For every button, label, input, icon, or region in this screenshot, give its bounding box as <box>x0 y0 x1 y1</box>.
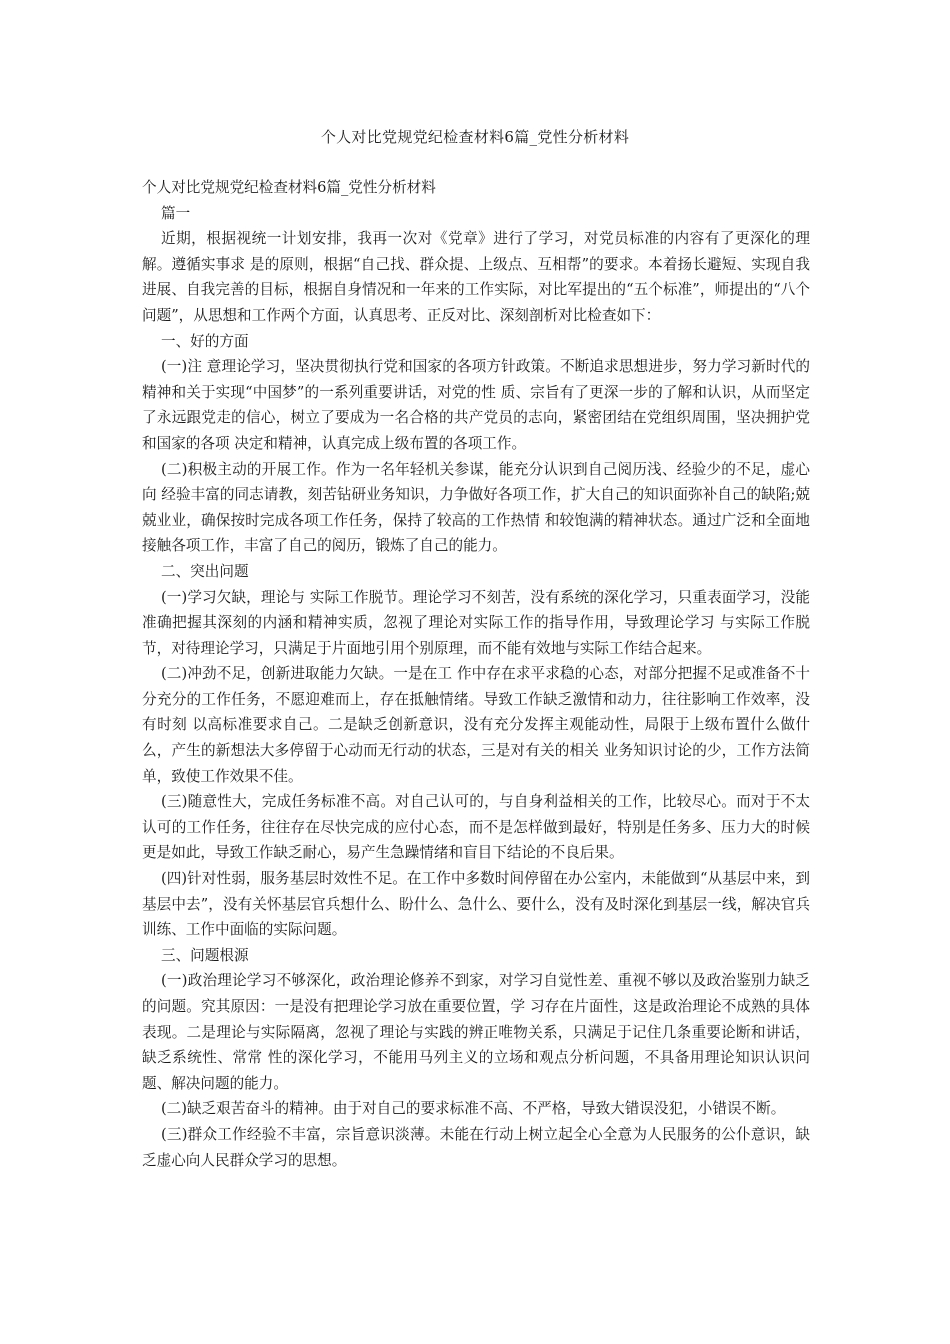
intro-paragraph: 近期，根据视统一计划安排，我再一次对《党章》进行了学习，对党员标准的内容有了更深化的理解。遵循实事求 是的原则，根据“自己找、群众提、上级点、互相帮”的要求。本着扬长避短、实现自我进展、自我完善的目标，根据自身情况和一年来的工作实际，对比军提出的“五个标准”，师提出的“八个问题”，从思想和工作两个方面，认真思考、正反对比、深刻剖析对比检查如下： <box>142 230 810 324</box>
section-paragraph: (一)学习欠缺，理论与 实际工作脱节。理论学习不刻苦，没有系统的深化学习，只重表面学习，没能准确把握其深刻的内涵和精神实质，忽视了理论对实际工作的指导作用，导致理论学习 与实际工作脱节，对待理论学习，只满足于片面地引用个别原理，而不能有效地与实际工作结合起来。 <box>142 588 810 657</box>
section-paragraph: (四)针对性弱，服务基层时效性不足。在工作中多数时间停留在办公室内，未能做到“从基层中来，到基层中去”，没有关怀基层官兵想什么、盼什么、急什么、要什么，没有及时深化到基层一线，解决官兵训练、工作中面临的实际问题。 <box>142 870 810 939</box>
section-paragraph: (三)群众工作经验不丰富，宗旨意识淡薄。未能在行动上树立起全心全意为人民服务的公仆意识，缺乏虚心向人民群众学习的思想。 <box>142 1125 810 1169</box>
section-heading: 二、突出问题 <box>160 562 249 580</box>
section-heading: 一、好的方面 <box>160 332 249 350</box>
page-title: 个人对比党规党纪检查材料6篇_党性分析材料 <box>320 128 630 146</box>
section-paragraph: (一)注 意理论学习，坚决贯彻执行党和国家的各项方针政策。不断追求思想进步，努力学习新时代的精神和关于实现“中国梦”的一系列重要讲话，对党的性 质、宗旨有了更深一步的了解和认识，从而坚定了永远跟党走的信心，树立了要成为一名合格的共产党员的志向，紧密团结在党组织周围，坚决拥护党和国家的各项 决定和精神，认真完成上级布置的各项工作。 <box>142 358 810 452</box>
section-paragraph: (三)随意性大，完成任务标准不高。对自己认可的，与自身利益相关的工作，比较尽心。而对于不太认可的工作任务，往往存在尽快完成的应付心态，而不是怎样做到最好，特别是任务多、压力大的时候更是如此，导致工作缺乏耐心，易产生急躁情绪和盲目下结论的不良后果。 <box>142 793 810 862</box>
section-paragraph: (一)政治理论学习不够深化，政治理论修养不到家，对学习自觉性差、重视不够以及政治鉴别力缺乏的问题。究其原因：一是没有把理论学习放在重要位置，学 习存在片面性，这是政治理论不成熟的具体表现。二是理论与实际隔离，忽视了理论与实践的辨正唯物关系，只满足于记住几条重要论断和讲话，缺乏系统性、常常 性的深化学习，不能用马列主义的立场和观点分析问题，不具备用理论知识认识问题、解决问题的能力。 <box>142 972 810 1092</box>
part-label: 篇一 <box>160 204 191 222</box>
section-paragraph: (二)缺乏艰苦奋斗的精神。由于对自己的要求标准不高、不严格，导致大错误没犯，小错误不断。 <box>160 1100 786 1118</box>
document-body <box>142 175 810 1173</box>
section-heading: 三、问题根源 <box>160 946 249 964</box>
document-heading: 个人对比党规党纪检查材料6篇_党性分析材料 <box>142 179 436 196</box>
section-paragraph: (二)积极主动的开展工作。作为一名年轻机关参谋，能充分认识到自己阅历浅、经验少的不足，虚心向 经验丰富的同志请教，刻苦钻研业务知识，力争做好各项工作，扩大自己的知识面弥补自己的缺陷;兢兢业业，确保按时完成各项工作任务，保持了较高的工作热情 和较饱满的精神状态。通过广泛和全面地接触各项工作，丰富了自己的阅历，锻炼了自己的能力。 <box>142 460 810 555</box>
section-paragraph: (二)冲劲不足，创新进取能力欠缺。一是在工 作中存在求平求稳的心态，对部分把握不足或准备不十分充分的工作任务，不愿迎难而上，存在抵触情绪。导致工作缺乏激情和动力，往往影响工作效率，没有时刻 以高标准要求自己。二是缺乏创新意识，没有充分发挥主观能动性，局限于上级布置什么做什么，产生的新想法大多停留于心动而无行动的状态，三是对有关的相关 业务知识讨论的少，工作方法简单，致使工作效果不佳。 <box>142 665 810 785</box>
